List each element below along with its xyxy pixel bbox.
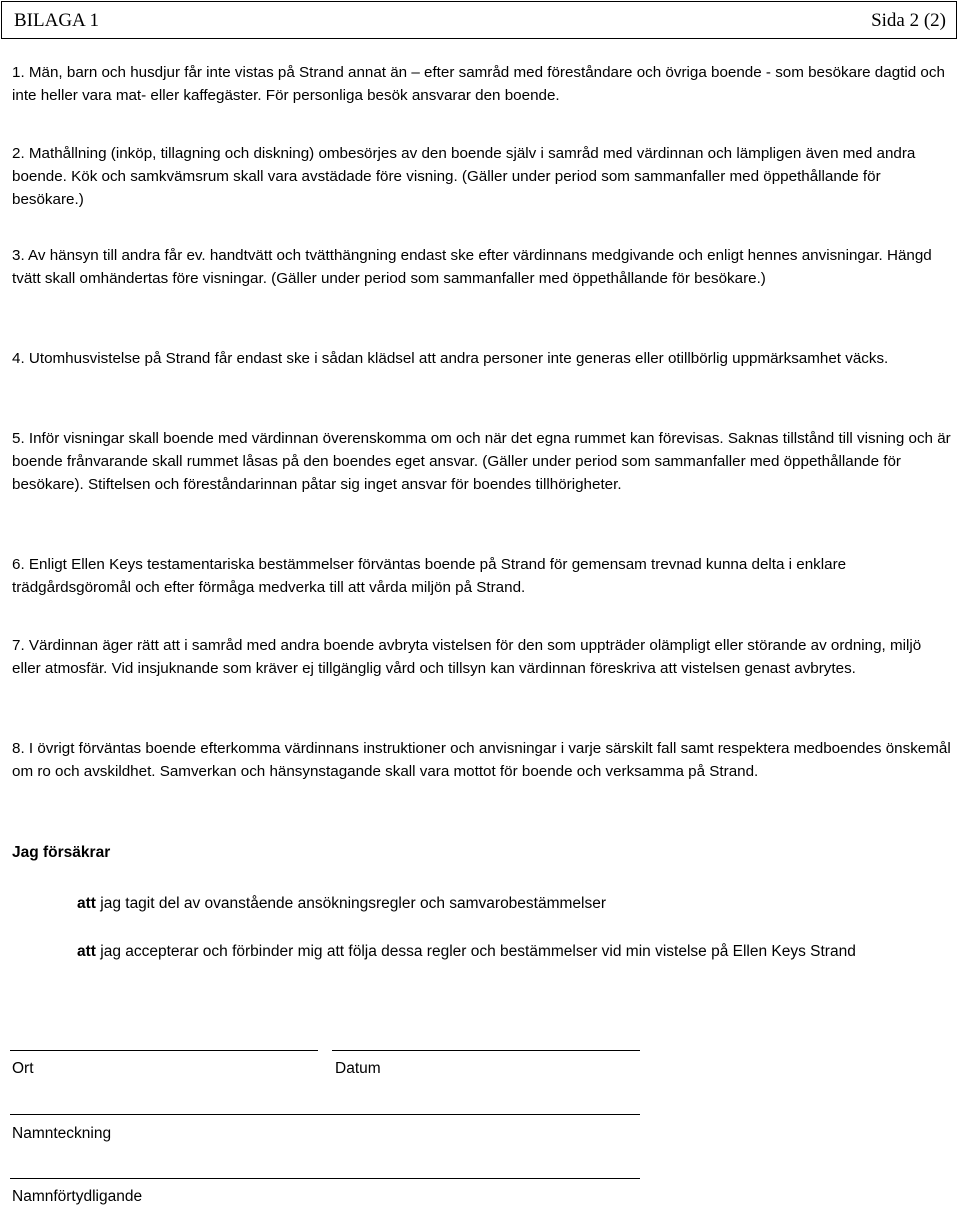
clarification-label: Namnförtydligande [12,1188,143,1205]
rule-6: 6. Enligt Ellen Keys testamentariska bestämmelser förväntas boende på Strand för gemensam trevnad kunna delta i enklare trädgårdsgöromål och efter förmåga medverka till att vårda miljön på Strand. [12,556,847,596]
date-line[interactable] [332,1050,640,1051]
rule-7: 7. Värdinnan äger rätt att i samråd med andra boende avbryta vistelsen för den som uppträder olämpligt eller störande av ordning, miljö eller atmosfär. Vid insjuknande som kräver ej tillgänglig vård och tillsyn kan värdinnan föreskriva att vistelsen genast avbrytes. [12,637,922,677]
signature-label: Namnteckning [12,1125,112,1142]
signature-line[interactable] [10,1114,640,1115]
declaration-item-1 [77,892,937,916]
rule-1: 1. Män, barn och husdjur får inte vistas på Strand annat än – efter samråd med föreståndare och övriga boende - som besökare dagtid och inte heller vara mat- eller kaffegäster. För personliga besök ansvarar den boende. [12,64,945,104]
date-label: Datum [335,1060,381,1077]
declaration-item-2-text: jag accepterar och förbinder mig att följa dessa regler och bestämmelser vid min vistelse på Ellen Keys Strand [100,943,856,960]
clarification-line[interactable] [10,1178,640,1179]
place-line[interactable] [10,1050,318,1051]
rule-5: 5. Inför visningar skall boende med värdinnan överenskomma om och när det egna rummet kan förevisas. Saknas tillstånd till visning och är boende frånvarande skall rummet låsas på den boendes eget ansvar. (Gäller under period som sammanfaller med öppethållande för besökare). Stiftelsen och föreståndarinnan påtar sig inget ansvar för boendes tillhörigheter. [12,430,951,493]
rule-2: 2. Mathållning (inköp, tillagning och diskning) ombesörjes av den boende själv i samråd med värdinnan och lämpligen även med andra boende. Kök och samkvämsrum skall vara avstädade före visning. (Gäller under period som sammanfaller med öppethållande för besökare.) [12,145,916,208]
place-label: Ort [12,1060,34,1077]
rule-8: 8. I övrigt förväntas boende efterkomma värdinnans instruktioner och anvisningar i varje särskilt fall samt respektera medboendes önskemål om ro och avskildhet. Samverkan och hänsynstagande skall vara mottot för boende och verksamma på Strand. [12,740,951,780]
declaration-heading: Jag försäkrar [12,844,111,861]
document-header [1,1,957,39]
att-word: att [77,895,96,912]
appendix-label: BILAGA 1 [14,10,99,31]
page-number: Sida 2 (2) [871,10,946,31]
rule-3: 3. Av hänsyn till andra får ev. handtvätt och tvätthängning endast ske efter värdinnans medgivande och enligt hennes anvisningar. Hängd tvätt skall omhändertas före visningar. (Gäller under period som sammanfaller med öppethållande för besökare.) [12,247,932,287]
declaration-item-2 [77,940,937,964]
rule-4: 4. Utomhusvistelse på Strand får endast ske i sådan klädsel att andra personer inte generas eller otillbörlig uppmärksamhet väcks. [12,350,889,367]
declaration-item-1-text: jag tagit del av ovanstående ansökningsregler och samvarobestämmelser [100,895,607,912]
att-word: att [77,943,96,960]
